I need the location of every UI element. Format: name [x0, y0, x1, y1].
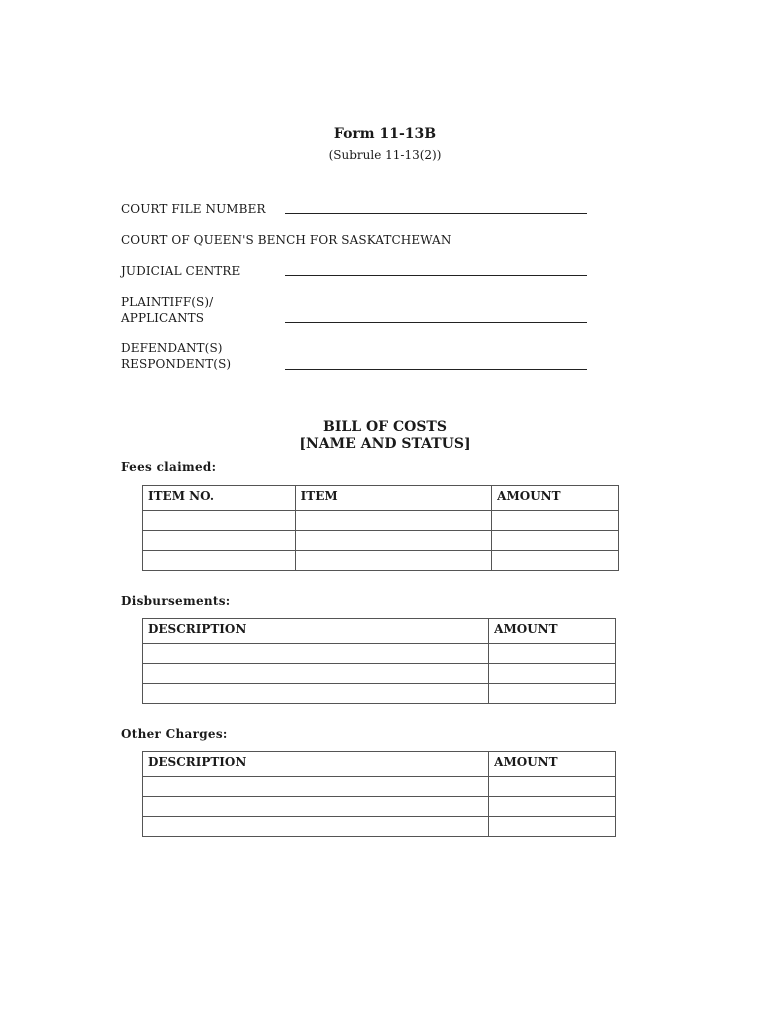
- table-row: [143, 777, 616, 797]
- judicial-centre-line[interactable]: [285, 275, 587, 276]
- table-cell[interactable]: [492, 511, 619, 531]
- plaintiff-label-line2: APPLICANTS: [121, 311, 205, 325]
- table-cell[interactable]: [489, 777, 616, 797]
- table-cell[interactable]: [489, 684, 616, 704]
- column-header: AMOUNT: [492, 486, 619, 511]
- heading-line1: BILL OF COSTS: [323, 419, 447, 435]
- table-cell[interactable]: [489, 817, 616, 837]
- plaintiff-label-line1: PLAINTIFF(S)/: [121, 295, 214, 309]
- court-name: COURT OF QUEEN'S BENCH FOR SASKATCHEWAN: [121, 233, 452, 247]
- table-row: [143, 551, 619, 571]
- plaintiff-label: [121, 294, 213, 326]
- table-header-row: [143, 486, 619, 511]
- disbursements-table: [142, 618, 616, 704]
- column-header: DESCRIPTION: [143, 752, 489, 777]
- table-cell[interactable]: [143, 551, 296, 571]
- heading-line2: [NAME AND STATUS]: [299, 436, 471, 452]
- column-header: AMOUNT: [489, 752, 616, 777]
- judicial-centre-label: JUDICIAL CENTRE: [121, 264, 241, 278]
- column-header: DESCRIPTION: [143, 619, 489, 644]
- table-cell[interactable]: [489, 797, 616, 817]
- column-header: ITEM: [295, 486, 492, 511]
- table-row: [143, 664, 616, 684]
- disbursements-label: Disbursements:: [121, 594, 231, 608]
- form-title: Form 11-13B: [333, 126, 437, 142]
- fees-table: [142, 485, 619, 571]
- table-cell[interactable]: [143, 777, 489, 797]
- table-cell[interactable]: [295, 551, 492, 571]
- table-header-row: [143, 752, 616, 777]
- table-cell[interactable]: [143, 531, 296, 551]
- table-row: [143, 644, 616, 664]
- table-row: [143, 817, 616, 837]
- plaintiff-line[interactable]: [285, 322, 587, 323]
- other-charges-label: Other Charges:: [121, 727, 228, 741]
- defendant-label: [121, 340, 231, 372]
- table-cell[interactable]: [143, 817, 489, 837]
- court-file-number-label: COURT FILE NUMBER: [121, 202, 266, 216]
- table-cell[interactable]: [489, 644, 616, 664]
- table-cell[interactable]: [143, 664, 489, 684]
- table-row: [143, 797, 616, 817]
- table-header-row: [143, 619, 616, 644]
- column-header: ITEM NO.: [143, 486, 296, 511]
- court-file-number-line[interactable]: [285, 213, 587, 214]
- table-cell[interactable]: [295, 511, 492, 531]
- table-row: [143, 684, 616, 704]
- table-cell[interactable]: [295, 531, 492, 551]
- table-cell[interactable]: [143, 511, 296, 531]
- column-header: AMOUNT: [489, 619, 616, 644]
- table-cell[interactable]: [143, 797, 489, 817]
- table-cell[interactable]: [143, 684, 489, 704]
- defendant-line[interactable]: [285, 369, 587, 370]
- table-cell[interactable]: [489, 664, 616, 684]
- table-cell[interactable]: [492, 531, 619, 551]
- table-row: [143, 511, 619, 531]
- defendant-label-line1: DEFENDANT(S): [121, 341, 223, 355]
- form-subrule: (Subrule 11-13(2)): [328, 148, 442, 162]
- fees-claimed-label: Fees claimed:: [121, 460, 217, 474]
- other-charges-table: [142, 751, 616, 837]
- table-cell[interactable]: [143, 644, 489, 664]
- table-cell[interactable]: [492, 551, 619, 571]
- defendant-label-line2: RESPONDENT(S): [121, 357, 232, 371]
- bill-of-costs-heading: [0, 419, 770, 453]
- table-row: [143, 531, 619, 551]
